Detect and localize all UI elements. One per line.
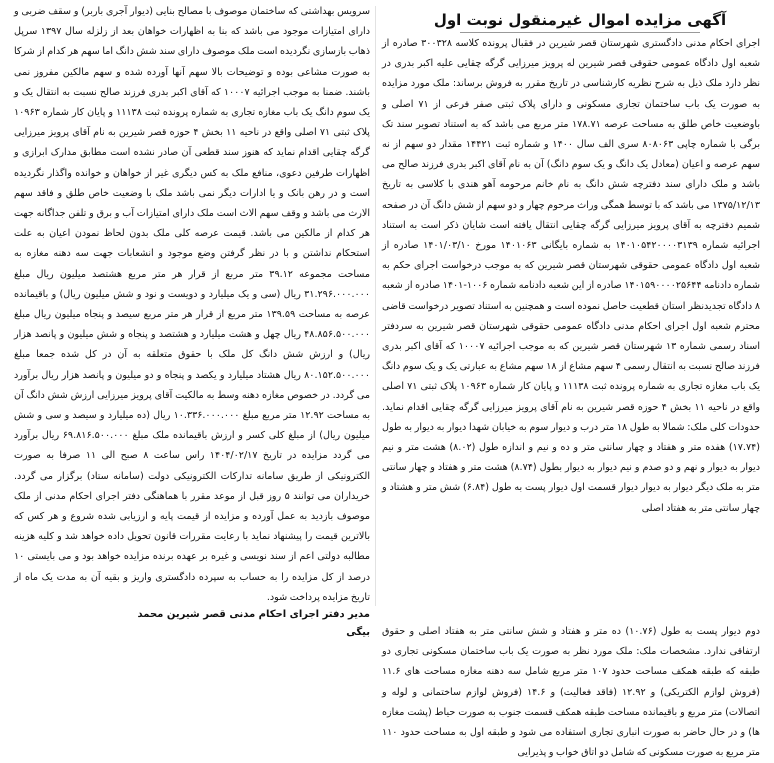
notice-headline: آگهی مزایده اموال غیرمنقول نوبت اول bbox=[433, 11, 727, 29]
right-column-text: اجرای احکام مدنی دادگستری شهرستان قصر شیرین در فقبال پرونده کلاسه ۳۰۰۳۲۸ صادره از شعبه اول دادگاه عمومی حقوقی قصر شیرین له پرویز میرزایی گرگه چقایی علیه اکبر بدری در نظر دارد ملک ذیل به شرح نظریه کارشناسی در تاریخ مقرر به فروش برساند: ملک مورد مزایده به صورت یک باب ساختمان تجاری مسکونی و دارای پلاک ثبتی صفر فرعی از ۷۱ اصلی و باوضعیت خاص طلق به مساحت عرصه ۱۷۸.۷۱ متر مربع می باشد که به استناد تصویر سند تک برگی با شماره چاپی ۸۰۸۰۶۳ سری الف سال ۱۴۰۰ و شماره ثبت ۱۴۴۲۱ مقدار دو سهم از نه سهم عرصه و اعیان (معادل یک دانگ و یک سوم دانگ) آن به نام آقای اکبر بدری فرزند صالح می باشد و ملک دارای سند دفترچه شش دانگ به نام خانم مرحومه آهو هندی با کلاسی به تاریخ ۱۳۷۵/۱۲/۱۳ می باشد که با توسط همگی وراث مرحوم چهار و دو سهم از شش دانگ آن در صفحه شمیم دفترچه به آقای پرویز میرزایی گرگه چقایی انتقال یافته است شایان ذکر است به استناد اجرائیه شماره ۱۴۰۱۰۵۴۲۰۰۰۰۳۱۳۹ به شماره بایگانی ۱۴۰۱۰۶۳ مورخ ۱۴۰۱/۰۳/۱۰ صادره از شعبه اول دادگاه عمومی حقوقی شهرستان قصر شیرین که به موجب درخواست اجرای حکم به شماره دادنامه ۱۴۰۱۵۹۰۰۰۰۲۵۶۴۴ صادره از این شعبه دادنامه شماره ۱۰۰۶-۱۴۰۱ صادره از شعبه ۸ دادگاه تجدیدنظر استان قطعیت حاصل نموده است و همچنین به استناد تصویر درخواست قاضی محترم شعبه اول اجرای احکام مدنی دادگاه عمومی حقوقی شهرستان قصر شیرین به سردفتر اسناد رسمی شماره ۱۳ شهرستان قصر شیرین که به موجب اجرائیه ۱۰۰۰۷ که آقای اکبر بدری فرزند صالح نسبت به انتقال رسمی ۴ سهم مشاع از ۱۸ سهم مشاع به عبارتی یک و یک سوم دانگ یک باب مغازه تجاری به شماره پرونده ثبت ۱۱۱۳۸ و پایان کار شماره ۱۰۹۶۳ پلاک ثبتی ۷۱ اصلی واقع در ناحیه ۱۱ بخش ۴ حوزه قصر شیرین به نام آقای پرویز میرزایی گرگه چقایی اقدام نماید. حدودات کلی ملک: شمالا به طول ۱۸ متر درب و دیوار سوم به خیابان شهدا دیوار به دیوار به طول (۱۷.۷۴) هفده متر و هفتاد و چهار سانتی متر و ده و نیم و اندازه طول (۸.۰۲) هشت متر و نیم دیوار به دیوار و نهم و دو صدم و نیم دیوار به دیوار بطول (۸.۷۴) هشت متر و هفتاد و چهار سانتی متر به ملک دیگر دیوار به دیوار دیوار قسمت اول دیوار پست به طول (۶.۸۴) شش متر و هشتاد و چهار سانتی متر به هفتاد اصلی bbox=[382, 38, 761, 514]
right-column-continuation-text: دوم دیوار پست به طول (۱۰.۷۶) ده متر و هفتاد و شش سانتی متر به هفتاد اصلی و حقوق ارتفاقی ندارد. مشخصات ملک: ملک مورد نظر به صورت یک باب ساختمان مسکونی تجاری دو طبقه که طبقه همکف مساحت حدود ۱۰۷ متر مربع شامل سه دهنه مغازه مساحت های ۱۱.۶ (فروش لوازم الکتریکی) و ۱۲.۹۲ (فاقد فعالیت) و ۱۴.۶ (فروش لوازم ساختمانی و لوله و اتصالات) متر مربع و باقیمانده مساحت طبقه همکف قسمت جنوب به صورت حیاط (پشت مغازه ها) و در حال حاضر به صورت انباری تجاری استفاده می شود و طبقه اول به مساحت حدود ۱۱۰ متر مربع به صورت مسکونی که شامل دو اتاق خواب و پذیرایی bbox=[382, 626, 760, 759]
column-divider bbox=[375, 6, 376, 606]
signature-line: مدیر دفتر اجرای احکام مدنی قصر شیرین محمد بیگی bbox=[137, 609, 370, 638]
left-column-text: سرویس بهداشتی که ساختمان موصوف با مصالح بنایی (دیوار آجری باربر) و سقف ضربی و دارای امتیازات موجود می باشد که بنا به اظهارات خواهان بعد از زلزله سال ۱۳۹۷ سرپل ذهاب بازسازی نگردیده است ملک موصوف دارای سند شش دانگ اما سهم هر کدام از شرکا به صورت مشاعی بوده و توضیحات بالا سهم آنها آورده شده و سهم مالکین مفروز نمی باشند. ضمنا به موجب اجرائیه ۱۰۰۰۷ که آقای اکبر بدری فرزند صالح نسبت به انتقال یک و یک سوم دانگ یک باب مغازه تجاری به شماره پرونده ثبت ۱۱۱۳۸ و پایان کار شماره ۱۰۹۶۳ پلاک ثبتی ۷۱ اصلی واقع در ناحیه ۱۱ بخش ۴ حوزه قصر شیرین به نام آقای پرویز میرزایی گرگه چقایی اقدام نماید که هنوز سند قطعی آن صادر نشده است مطابق مدارک ابرازی و اظهارات طرفین دعوی، منافع ملک به کس دیگری غیر از خواهان و خوانده واگذار نگردیده است و در رهن بانک و یا ادارات دیگر نمی باشد ملک با وضعیت خاص طلق و فاقد سهم الارث می باشد و وقف سهم الاث است ملک دارای امتیازات آب و برق و تلفن جداگانه جهت هر کدام از مالکین می باشد. قیمت عرصه کلی ملک بدون لحاظ نمودن اعیان به علت استحکام نداشتن و با در نظر گرفتن وضع موجود و انشعابات جهت سه دهنه مغازه به مساحت مجموعه ۳۹.۱۲ متر مربع از قرار هر متر مربع هشتصد میلیون ریال مبلغ ۳۱.۲۹۶.۰۰۰.۰۰۰ ریال (سی و یک میلیارد و دویست و نود و شش میلیون ریال) و باقیمانده عرصه به مساحت ۱۳۹.۵۹ متر مربع از قرار هر متر مربع سیصد و پنجاه میلیون ریال مبلغ ۴۸.۸۵۶.۵۰۰.۰۰۰ ریال چهل و هشت میلیارد و هشتصد و پنجاه و شش میلیون و پانصد هزار ریال) و ارزش شش دانگ کل ملک با حقوق متعلقه به آن در کل شده جمعا مبلغ ۸۰.۱۵۲.۵۰۰.۰۰۰ ریال هشتاد میلیارد و یکصد و پنجاه و دو میلیون و پانصد هزار ریال برآورد می گردد. در خصوص مغازه دهنه وسط به مالکیت آقای پرویز میرزایی ارزش شش دانگ آن به مساحت ۱۲.۹۲ متر مربع مبلغ ۱۰.۳۳۶.۰۰۰.۰۰۰ ریال (ده میلیارد و سیصد و سی و شش میلیون ریال) از مبلغ کلی کسر و ارزش باقیمانده ملک مبلغ ۶۹.۸۱۶.۵۰۰.۰۰۰ ریال برآورد می گردد مزایده در تاریخ ۱۴۰۴/۰۲/۱۷ راس ساعت ۸ صبح الی ۱۱ صرفا به صورت الکترونیکی از طریق سامانه تدارکات الکترونیکی دولت (سامانه ستاد) برگزار می گردد. خریداران می توانند ۵ روز قبل از موعد مقرر با هماهنگی دفتر اجرای احکام مدنی از ملک موصوف بازدید به عمل آورده و مزایده از قیمت پایه و ارزیابی شده شروع و هر کس که بالاترین قیمت را پیشنهاد نماید با رعایت مقررات قانون تحویل داده خواهد شد و کلیه هزینه مطالبه دولتی اعم از سند نویسی و غیره بر عهده برنده مزایده خواهد بود و می بایستی ۱۰ درصد از کل مزایده را به حساب به سپرده دادگستری واریز و بقیه آن به مدت یک ماه از تاریخ مزایده پرداخت شود. bbox=[14, 6, 371, 603]
headline-underline bbox=[460, 32, 700, 33]
